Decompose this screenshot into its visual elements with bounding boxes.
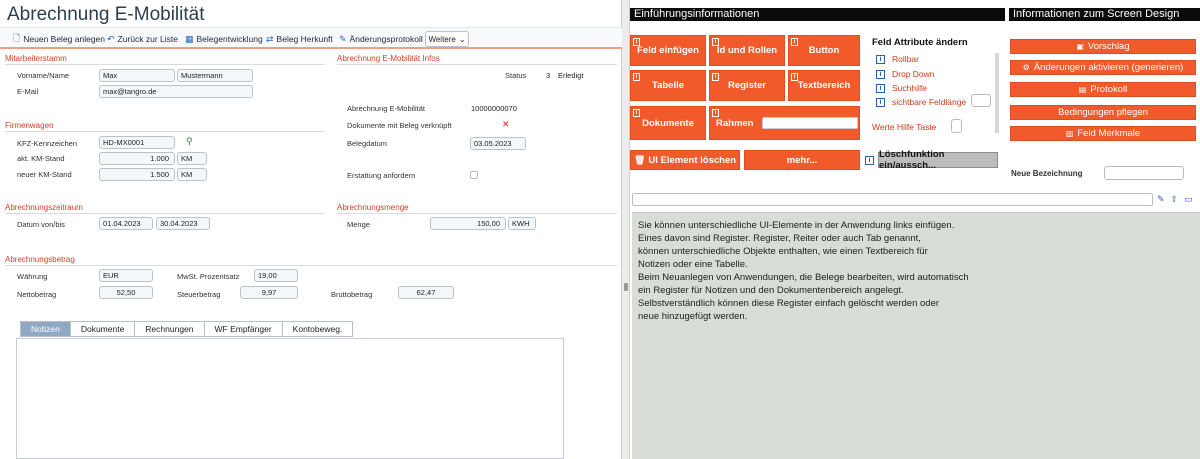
plate-field[interactable]: HD-MX0001: [99, 136, 175, 149]
gear-icon: ⚙: [1022, 63, 1030, 72]
last-name-field[interactable]: Mustermann: [177, 69, 253, 82]
delete-ui-element-button[interactable]: [630, 150, 740, 170]
tab-wf-empfaenger[interactable]: WF Empfänger: [204, 321, 282, 337]
document-flow-button[interactable]: [185, 31, 263, 47]
linked-documents-label: Dokumente mit Beleg verknüpft: [347, 121, 452, 130]
divider: [337, 64, 617, 65]
back-to-list-label: Zurück zur Liste: [117, 34, 179, 44]
frame-name-input[interactable]: [762, 117, 858, 129]
documents-tile-label: Dokumente: [642, 117, 694, 129]
km-unit: KM: [177, 152, 207, 165]
info-icon[interactable]: i: [865, 156, 874, 165]
properties-icon: ▥: [1065, 129, 1074, 138]
intro-text: [632, 212, 1200, 459]
section-billing-period: Abrechnungszeitraum: [5, 203, 83, 212]
more-button-label: mehr...: [786, 154, 818, 166]
name-label: Vorname/Name: [17, 71, 70, 80]
quantity-field[interactable]: 150,00: [430, 217, 506, 230]
info-icon: i: [791, 73, 798, 81]
activate-changes-button[interactable]: [1010, 60, 1196, 75]
new-km-field[interactable]: 1.500: [99, 168, 175, 181]
activate-changes-label: Änderungen aktivieren (generieren): [1033, 62, 1184, 73]
trash-icon: 🗑: [633, 154, 646, 165]
document-origin-label: Beleg Herkunft: [276, 34, 333, 44]
field-properties-label: Feld Merkmale: [1077, 128, 1141, 139]
attr-visible-length[interactable]: [876, 97, 966, 107]
frame-tile-label: Rahmen: [716, 117, 754, 129]
more-label: Weitere: [428, 34, 456, 44]
info-icon: i: [791, 38, 798, 46]
request-refund-label: Erstattung anfordern: [347, 171, 416, 180]
cross-icon: ✕: [502, 119, 510, 129]
tab-strip: [20, 321, 353, 337]
attr-search-help-label: Suchhilfe: [892, 83, 927, 93]
info-icon: i: [876, 98, 885, 107]
command-icons: [1157, 194, 1193, 205]
date-from-field[interactable]: 01.04.2023: [99, 217, 153, 230]
attr-dropdown-label: Drop Down: [892, 69, 935, 79]
log-icon: ✎: [339, 33, 347, 44]
date-range-label: Datum von/bis: [17, 220, 65, 229]
document-origin-button[interactable]: [266, 31, 333, 47]
change-log-button[interactable]: [339, 31, 423, 47]
net-amount-label: Nettobetrag: [17, 290, 57, 299]
current-km-label: akt. KM-Stand: [17, 154, 65, 163]
section-billing-quantity: Abrechnungsmenge: [337, 203, 409, 212]
tax-amount-field[interactable]: 9,97: [240, 286, 298, 299]
info-icon: i: [712, 73, 719, 81]
new-doc-icon: 🗋: [13, 33, 21, 43]
attr-scrollable-label: Rollbar: [892, 54, 919, 64]
textarea-tile-label: Textbereich: [797, 80, 851, 91]
gross-amount-field[interactable]: 62,47: [398, 286, 454, 299]
designer-pane: [630, 0, 1200, 459]
attr-scrollable[interactable]: [876, 54, 919, 64]
divider: [5, 213, 325, 214]
billing-number-label: Abrechnung E-Mobilität: [347, 104, 425, 113]
tab-notizen[interactable]: Notizen: [20, 321, 70, 337]
divider: [337, 213, 617, 214]
info-icon: i: [633, 73, 640, 81]
intro-line: Eines davon sind Register. Register, Reiter oder auch Tab genannt,: [638, 233, 921, 244]
section-billing-amount: Abrechnungsbetrag: [5, 255, 75, 264]
field-properties-button[interactable]: [1010, 126, 1196, 141]
tab-kontobeweg[interactable]: Kontobeweg.: [282, 321, 354, 337]
save-icon[interactable]: ▭: [1184, 194, 1193, 204]
section-company-car: Firmenwagen: [5, 121, 54, 130]
quantity-label: Menge: [347, 220, 370, 229]
button-tile-label: Button: [808, 45, 840, 56]
maintain-conditions-button[interactable]: [1010, 105, 1196, 120]
origin-icon: ⇄: [266, 33, 274, 44]
id-roles-label: Id und Rollen: [716, 45, 778, 56]
back-list-icon: ↶: [107, 33, 115, 44]
intro-line: neue hinzugefügt werden.: [638, 311, 748, 322]
document-flow-label: Belegentwicklung: [196, 34, 263, 44]
visible-length-input[interactable]: [971, 94, 991, 107]
info-icon: i: [633, 109, 640, 117]
protocol-button[interactable]: [1010, 82, 1196, 97]
info-icon: i: [876, 84, 885, 93]
new-label-caption: Neue Bezeichnung: [1011, 169, 1083, 178]
currency-field[interactable]: EUR: [99, 269, 153, 282]
tax-amount-label: Steuerbetrag: [177, 290, 221, 299]
intro-line: Sie können unterschiedliche UI-Elemente in der Anwendung links einfügen.: [638, 220, 955, 231]
divider: [5, 131, 325, 132]
table-tile-label: Tabelle: [651, 80, 685, 91]
billing-number-value: 10000000070: [471, 104, 517, 113]
info-icon: i: [876, 70, 885, 79]
document-date-label: Belegdatum: [347, 139, 388, 148]
vat-rate-field[interactable]: 19,00: [254, 269, 298, 282]
vat-rate-label: MwSt. Prozentsatz: [177, 272, 240, 281]
intro-header: Einführungsinformationen: [630, 8, 1005, 21]
pane-splitter[interactable]: [622, 0, 630, 459]
register-tile-label: Register: [727, 80, 766, 91]
info-icon: i: [712, 109, 719, 117]
new-label-input[interactable]: [1104, 166, 1184, 180]
field-attributes-title: Feld Attribute ändern: [872, 37, 968, 48]
current-km-field[interactable]: 1.000: [99, 152, 175, 165]
status-code: 3: [546, 71, 551, 80]
screen-design-header: Informationen zum Screen Design: [1009, 8, 1200, 21]
section-employee: Mitarbeiterstamm: [5, 54, 67, 63]
back-to-list-button[interactable]: [107, 31, 178, 47]
table-tile[interactable]: [630, 70, 706, 101]
info-icon: i: [876, 55, 885, 64]
chevron-down-icon: ⌄: [458, 34, 466, 44]
doc-flow-icon: ▦: [185, 33, 194, 44]
textarea-tile[interactable]: [788, 70, 860, 101]
search-icon[interactable]: ⚲: [186, 136, 193, 146]
intro-line: Notizen oder eine Tabelle.: [638, 259, 748, 270]
maintain-conditions-label: Bedingungen pflegen: [1058, 107, 1148, 118]
more-dropdown[interactable]: [425, 31, 469, 47]
first-name-field[interactable]: Max: [99, 69, 175, 82]
protocol-label: Protokoll: [1090, 84, 1128, 95]
intro-line: Selbstverständlich können diese Register einfach gelöscht werden oder: [638, 298, 940, 309]
insert-field-label: Feld einfügen: [637, 45, 699, 56]
request-refund-checkbox[interactable]: [470, 171, 478, 179]
new-km-label: neuer KM-Stand: [17, 170, 72, 179]
email-field[interactable]: max@tangro.de: [99, 85, 253, 98]
km-unit: KM: [177, 168, 207, 181]
button-tile[interactable]: [788, 35, 860, 66]
plate-label: KFZ-Kennzeichen: [17, 139, 78, 148]
proposal-icon: ▣: [1076, 42, 1084, 51]
info-icon: i: [633, 38, 640, 46]
value-help-label: Werte Hilfe Taste: [872, 122, 937, 132]
tab-dokumente[interactable]: Dokumente: [70, 321, 134, 337]
intro-line: ein Register für Notizen und den Dokumentenbereich angelegt.: [638, 285, 904, 296]
toolbar: [0, 27, 622, 49]
attr-dropdown[interactable]: [876, 69, 935, 79]
upload-icon[interactable]: ⇪: [1170, 194, 1179, 204]
document-icon: ▤: [1078, 85, 1087, 94]
section-infos: Abrechnung E-Mobilität Infos: [337, 54, 440, 63]
gross-amount-label: Bruttobetrag: [331, 290, 373, 299]
tab-rechnungen[interactable]: Rechnungen: [134, 321, 203, 337]
delete-ui-element-label: UI Element löschen: [648, 154, 737, 166]
value-help-key[interactable]: [872, 122, 936, 132]
more-button[interactable]: [744, 150, 860, 170]
intro-line: können unterschiedliche Objekte enthalten, wie einen Textbereich für: [638, 246, 928, 257]
proposal-label: Vorschlag: [1087, 41, 1130, 52]
page-title: Abrechnung E-Mobilität: [7, 4, 205, 25]
change-log-label: Änderungsprotokoll: [349, 34, 423, 44]
id-roles-button[interactable]: [709, 35, 785, 66]
currency-label: Währung: [17, 272, 48, 281]
edit-icon[interactable]: ✎: [1157, 194, 1165, 204]
attr-search-help[interactable]: [876, 83, 927, 93]
command-input[interactable]: [632, 193, 1153, 206]
status-label: Status: [505, 71, 527, 80]
new-document-button[interactable]: [13, 31, 105, 47]
date-to-field[interactable]: 30.04.2023: [156, 217, 210, 230]
documents-tile[interactable]: [630, 106, 706, 140]
info-icon: i: [712, 38, 719, 46]
document-date-field[interactable]: 03.05.2023: [470, 137, 526, 150]
new-document-label: Neuen Beleg anlegen: [23, 34, 106, 44]
attr-visible-length-label: sichtbare Feldlänge: [892, 97, 967, 107]
status-text: Erledigt: [558, 71, 584, 80]
net-amount-field[interactable]: 52,50: [99, 286, 153, 299]
splitter-handle[interactable]: [624, 283, 628, 291]
value-help-input[interactable]: [951, 119, 962, 133]
attributes-scrollbar[interactable]: [995, 53, 999, 133]
divider: [5, 64, 325, 65]
delete-function-toggle[interactable]: [878, 149, 998, 171]
delete-function-label: Löschfunktion ein/aussch...: [879, 149, 945, 171]
divider: [5, 265, 617, 266]
intro-line: Beim Neuanlegen von Anwendungen, die Belege bearbeiten, wird automatisch: [638, 272, 969, 283]
notes-textarea[interactable]: [16, 338, 564, 459]
proposal-button[interactable]: [1010, 39, 1196, 54]
quantity-unit: KWH: [508, 217, 536, 230]
insert-field-button[interactable]: [630, 35, 706, 66]
register-tile[interactable]: [709, 70, 785, 101]
email-label: E-Mail: [17, 87, 39, 96]
